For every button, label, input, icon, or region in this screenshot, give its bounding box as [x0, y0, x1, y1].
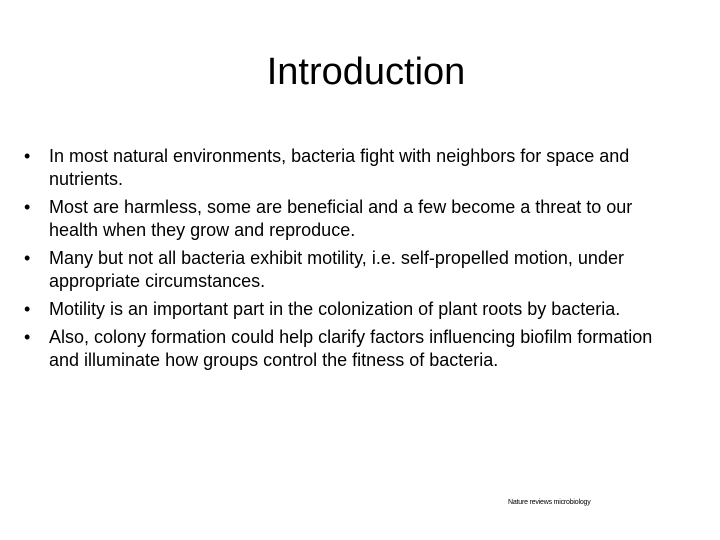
slide-title: Introduction	[266, 51, 466, 93]
bullet-item	[24, 145, 684, 191]
bullet-text: Also, colony formation could help clarify factors influencing biofilm formation and illuminate how groups control the fitness of bacteria.	[49, 327, 653, 370]
bullet-dot-icon: •	[24, 146, 31, 166]
bullet-text: Most are harmless, some are beneficial and a few become a threat to our health when they grow and reproduce.	[49, 197, 633, 240]
bullet-text: Motility is an important part in the colonization of plant roots by bacteria.	[49, 299, 621, 319]
bullet-list	[24, 145, 684, 377]
bullet-dot-icon: •	[24, 248, 31, 268]
source-footnote: Nature reviews microbiology	[508, 499, 591, 506]
bullet-item	[24, 247, 684, 293]
bullet-dot-icon: •	[24, 327, 31, 347]
bullet-text: In most natural environments, bacteria fight with neighbors for space and nutrients.	[49, 146, 630, 189]
bullet-item	[24, 196, 684, 242]
bullet-dot-icon: •	[24, 197, 31, 217]
bullet-item	[24, 326, 684, 372]
bullet-item	[24, 298, 684, 321]
bullet-text: Many but not all bacteria exhibit motility, i.e. self-propelled motion, under appropriate circumstances.	[49, 248, 624, 291]
bullet-dot-icon: •	[24, 299, 31, 319]
